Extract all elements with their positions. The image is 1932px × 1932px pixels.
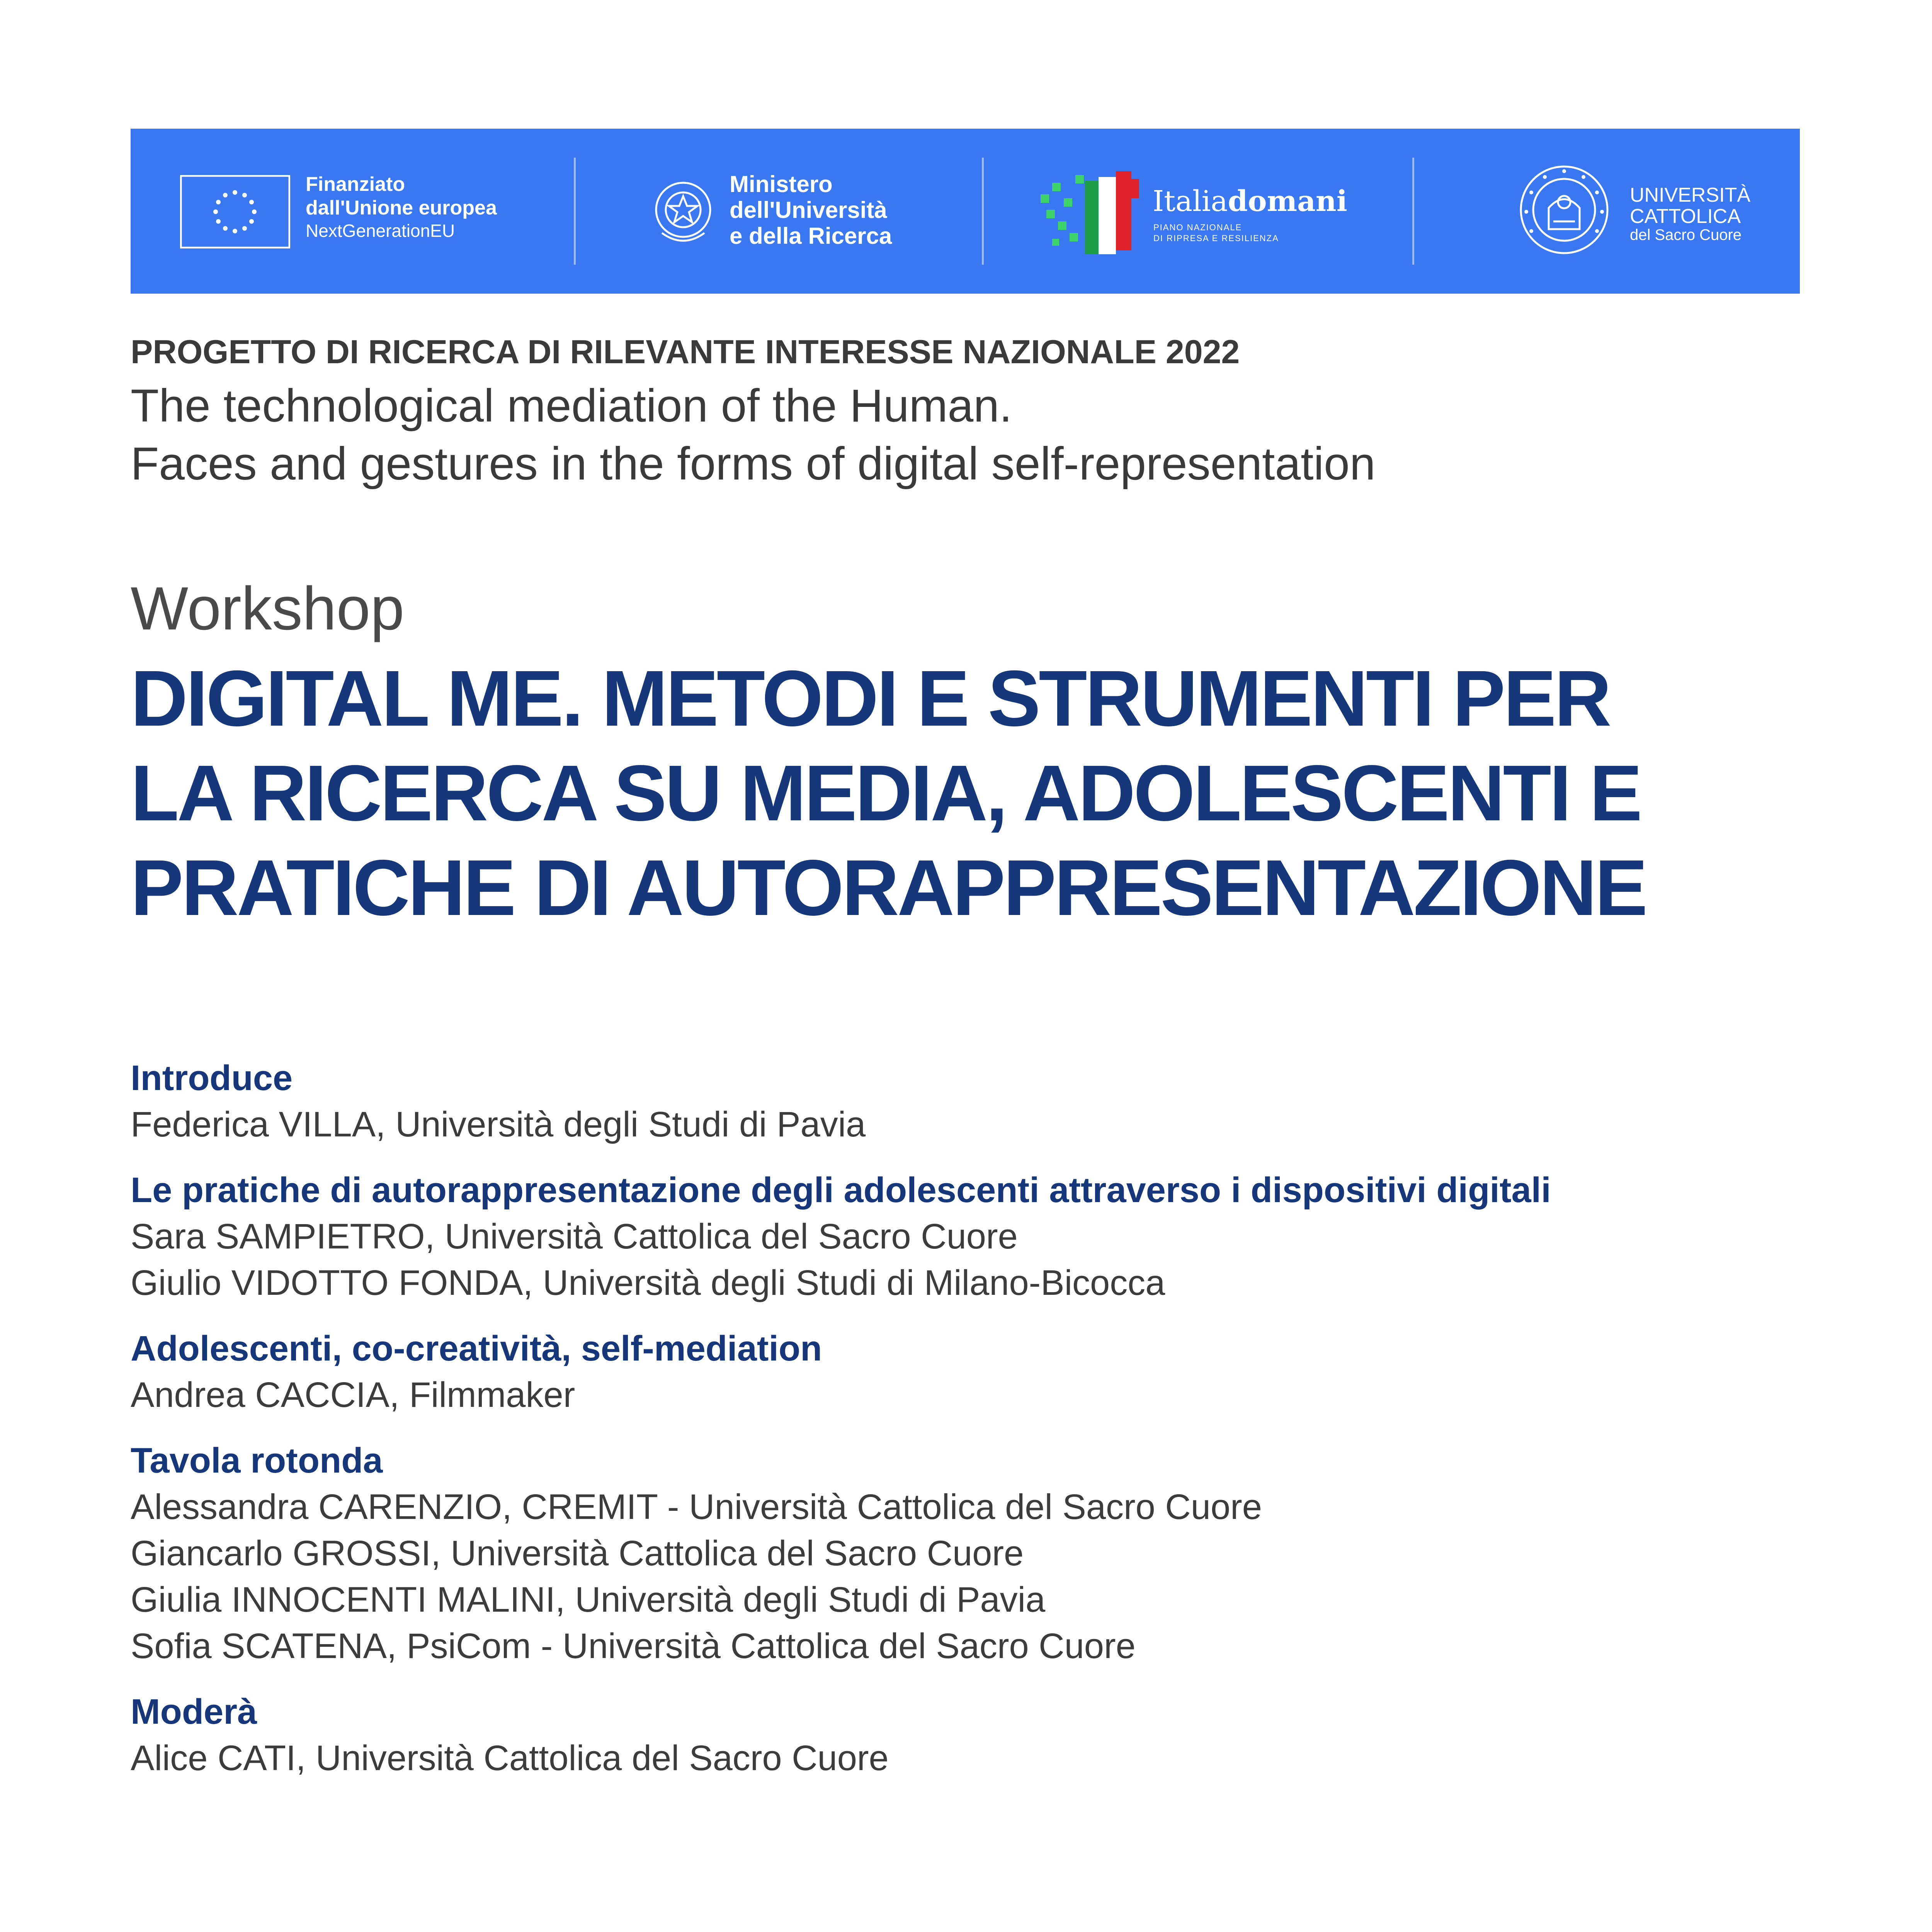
university-logo-line2: CATTOLICA [1630, 205, 1741, 228]
session-heading: Adolescenti, co-creatività, self-mediation [131, 1329, 822, 1368]
session-introduce [131, 1055, 1551, 1148]
banner-divider [982, 158, 984, 265]
italiadomani-logo [1041, 163, 1388, 260]
university-logo-line1: UNIVERSITÀ [1630, 184, 1751, 206]
workshop-title [131, 651, 1646, 935]
session-heading: Moderà [131, 1692, 257, 1731]
session-pratiche [131, 1167, 1551, 1306]
italiadomani-sub1: PIANO NAZIONALE [1153, 223, 1242, 232]
italiadomani-name-a: Italia [1153, 185, 1228, 218]
eu-logo-line3: NextGenerationEU [306, 220, 455, 241]
session-adolescenti [131, 1325, 1551, 1418]
workshop-title-line3: PRATICHE DI AUTORAPPRESENTAZIONE [131, 844, 1646, 932]
project-title [131, 377, 1376, 493]
banner-divider [574, 158, 576, 265]
eu-flag-icon [180, 175, 290, 248]
workshop-title-line2: LA RICERCA SU MEDIA, ADOLESCENTI E [131, 749, 1641, 837]
project-title-line1: The technological mediation of the Human. [131, 380, 1012, 432]
session-modera [131, 1689, 1551, 1781]
italiadomani-name-b: domani [1228, 185, 1347, 218]
session-heading: Introduce [131, 1058, 293, 1098]
partner-logo-banner [131, 129, 1800, 294]
ministry-logo [650, 171, 979, 252]
eu-logo-line1: Finanziato [306, 173, 405, 196]
ministry-logo-line2: dell'Università [730, 197, 887, 223]
university-seal-icon [1518, 163, 1611, 256]
project-kicker: PROGETTO DI RICERCA DI RILEVANTE INTERESSE NAZIONALE 2022 [131, 333, 1240, 371]
ministry-logo-line3: e della Ricerca [730, 223, 892, 249]
program [131, 1055, 1551, 1801]
italiadomani-sub2: DI RIPRESA E RESILIENZA [1153, 233, 1279, 243]
project-title-line2: Faces and gestures in the forms of digital self-representation [131, 438, 1376, 490]
banner-divider [1412, 158, 1414, 265]
speaker: Alessandra CARENZIO, CREMIT - Università Cattolica del Sacro Cuore [131, 1487, 1262, 1527]
speaker: Sofia SCATENA, PsiCom - Università Cattolica del Sacro Cuore [131, 1626, 1136, 1666]
session-heading: Le pratiche di autorappresentazione degli adolescenti attraverso i dispositivi digitali [131, 1170, 1551, 1210]
university-logo [1518, 162, 1769, 262]
workshop-kicker: Workshop [131, 575, 405, 643]
speaker: Giulio VIDOTTO FONDA, Università degli Studi di Milano-Bicocca [131, 1263, 1165, 1303]
session-heading: Tavola rotonda [131, 1441, 383, 1480]
speaker: Giancarlo GROSSI, Università Cattolica del Sacro Cuore [131, 1534, 1024, 1573]
university-logo-line3: del Sacro Cuore [1630, 226, 1742, 244]
eu-logo [180, 171, 605, 252]
speaker: Giulia INNOCENTI MALINI, Università degli Studi di Pavia [131, 1580, 1046, 1619]
session-tavola-rotonda [131, 1437, 1551, 1669]
ministry-logo-line1: Ministero [730, 171, 833, 197]
speaker: Federica VILLA, Università degli Studi di Pavia [131, 1105, 866, 1144]
eu-logo-line2: dall'Unione europea [306, 197, 497, 219]
workshop-title-line1: DIGITAL ME. METODI E STRUMENTI PER [131, 654, 1610, 743]
speaker: Alice CATI, Università Cattolica del Sacro Cuore [131, 1738, 889, 1778]
italiadomani-flag-icon [1041, 167, 1141, 256]
speaker: Sara SAMPIETRO, Università Cattolica del Sacro Cuore [131, 1217, 1018, 1256]
emblem-icon [650, 175, 716, 248]
speaker: Andrea CACCIA, Filmmaker [131, 1375, 575, 1415]
